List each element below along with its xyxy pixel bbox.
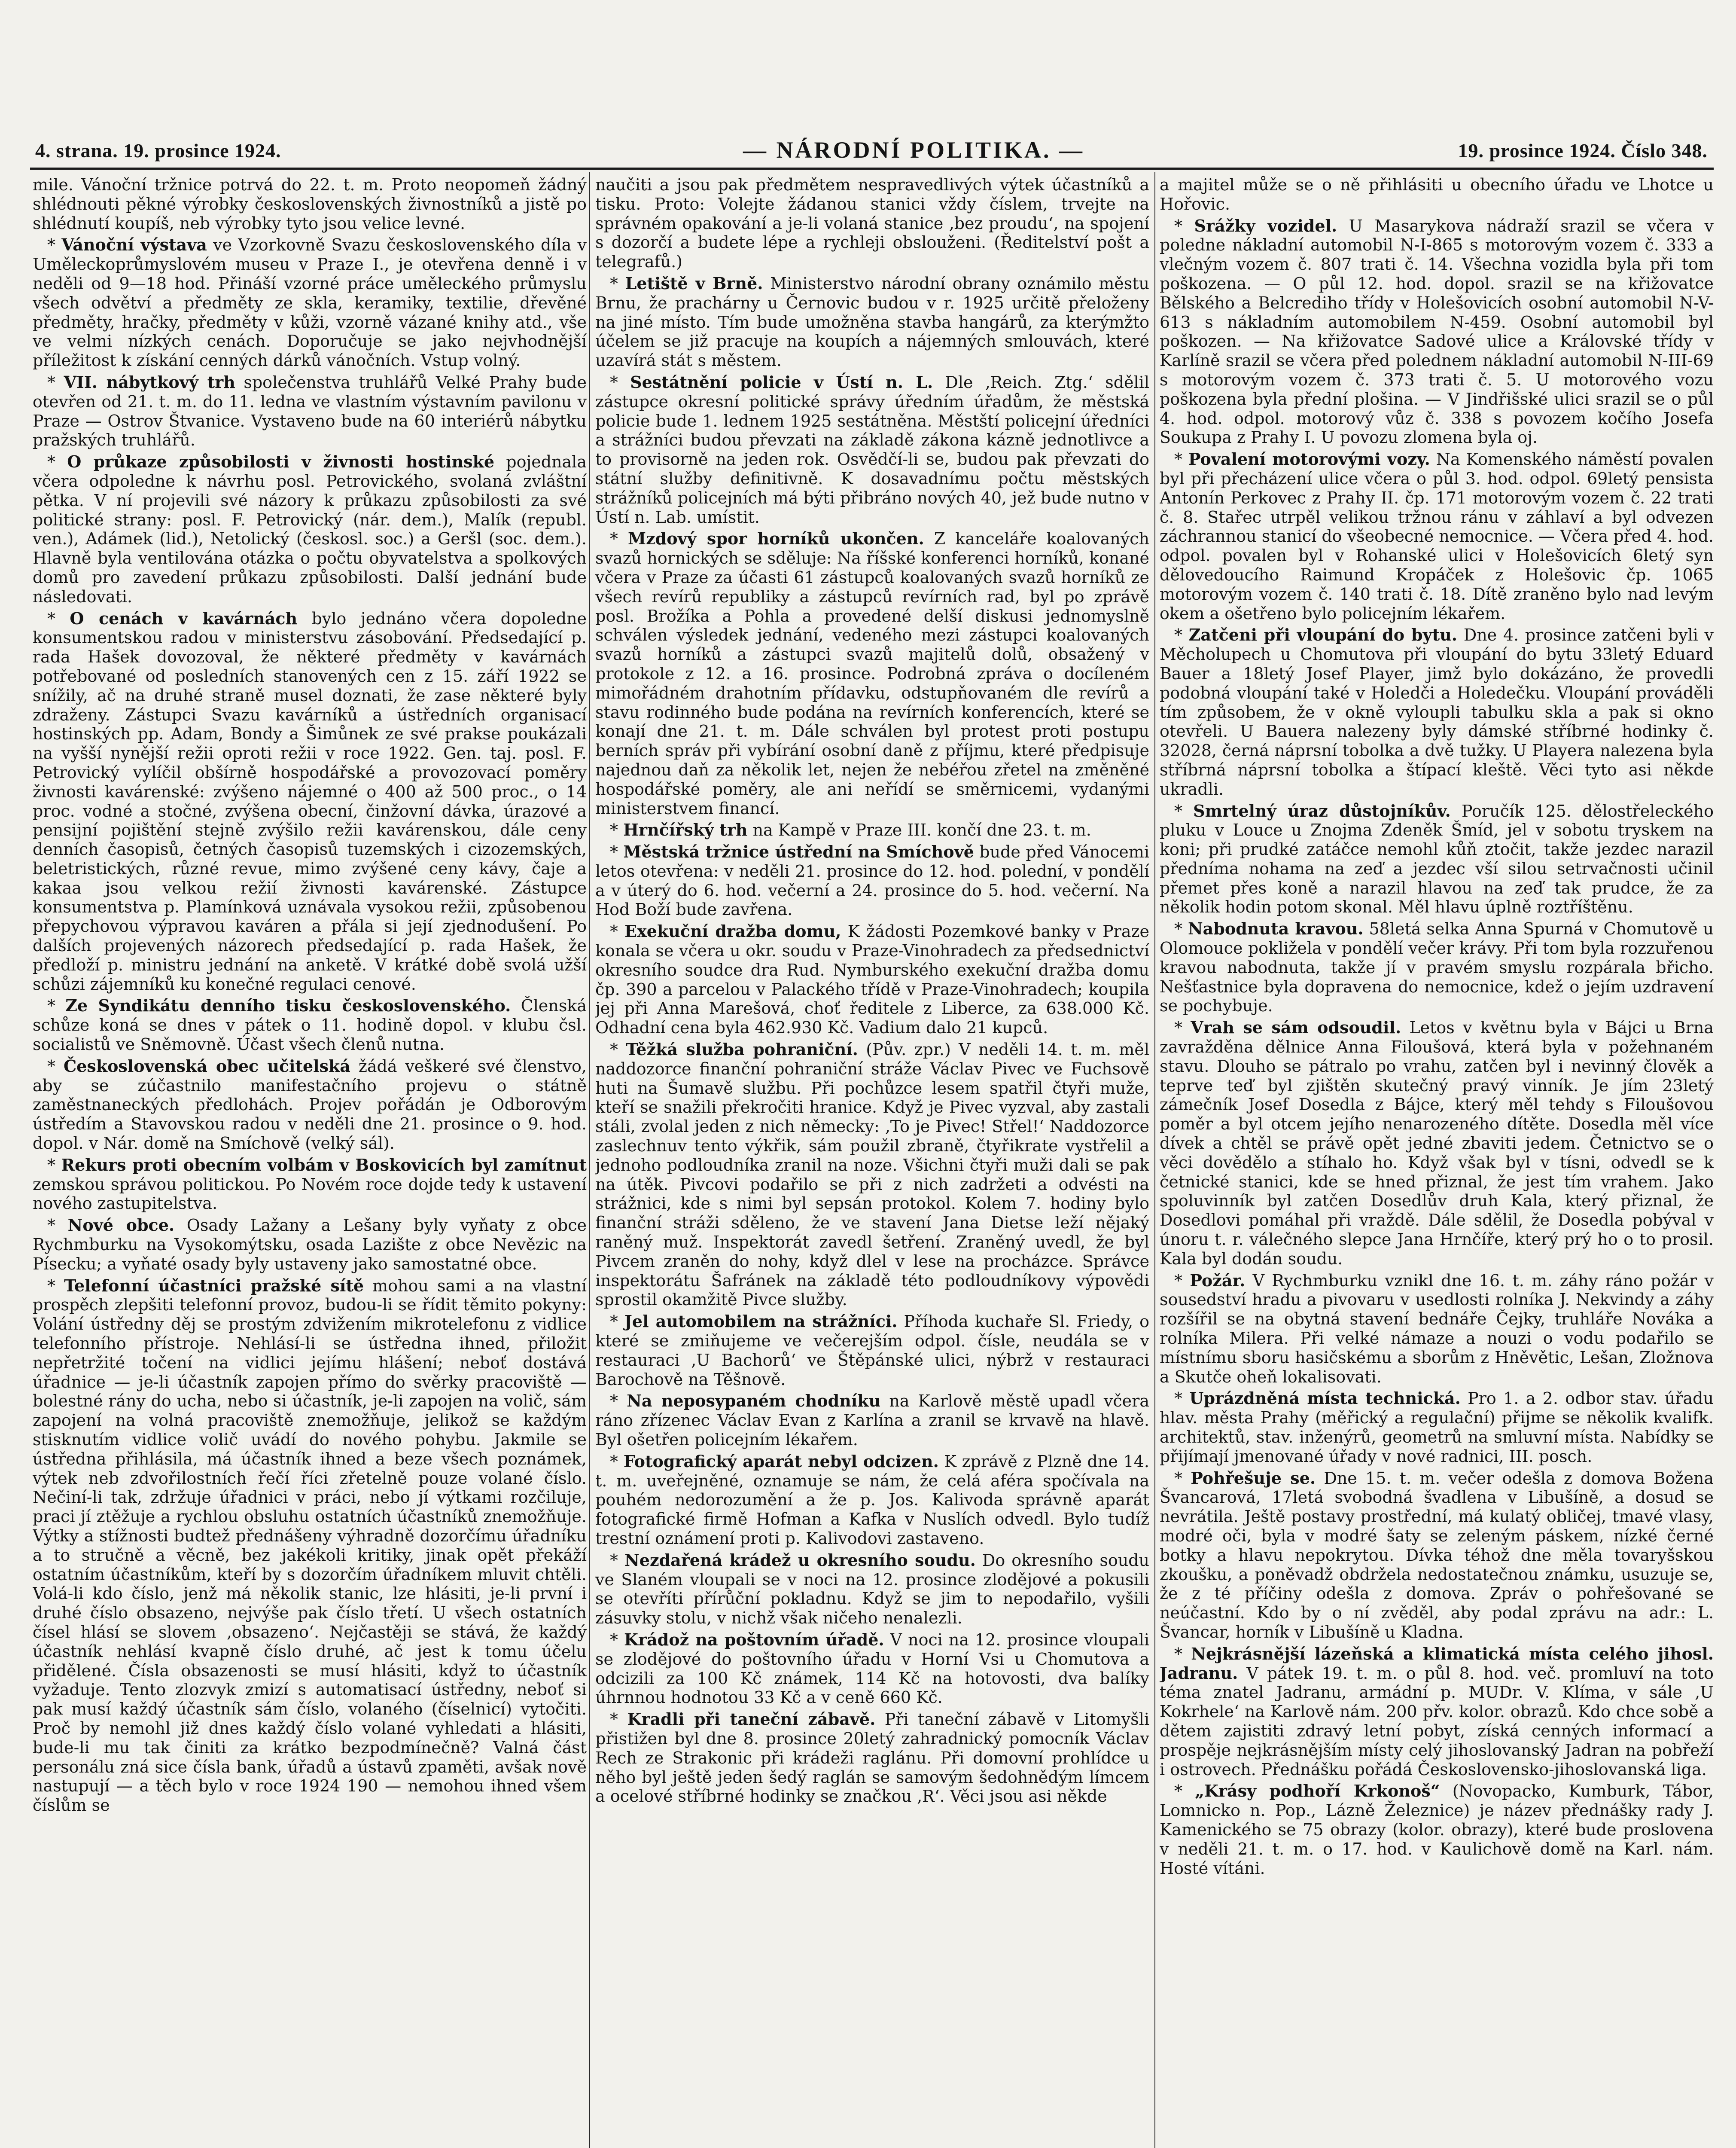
article-body: Příhoda kuchaře Sl. Friedy, o které se zmiňujeme ve večerejším odpol. čísle, neudála se v restauraci ‚U Bachorů‘ ve Štěpánské ulici, nýbrž v restauraci Barochově na Těšnově. [595,1312,1149,1389]
article-headline: Jel automobilem na strážníci. [624,1312,898,1331]
news-article: * Srážky vozidel. U Masarykova nádraží srazil se včera v poledne nákladní automobil N-I-865 s motorovým vozem č. 333 a vlečným vozem č. 807 trati č. 14. Všechna vozidla byla při tom poškozena. — O půl 12. hod. dopol. srazil se na křižovatce Bělského a Belcrediho třídy v Holešovicích osobní automobil N-V-613 s nákladním automobilem N-459. Osobní automobil byl poškozen. — Na křižovatce Sadové ulice a Královské třídy v Karlíně srazil se včera před polednem nákladní automobil N-III-69 s motorovým vozem č. 373 trati č. 5. U motorového vozu poškozena byla přední plošina. — V Jindřišské ulici srazil se o půl 4. hod. odpol. motorový vůz č. 338 s povozem kočího Josefa Soukupa z Prahy I. U povozu zlomena byla oj. [1160,216,1714,447]
article-headline: Srážky vozidel. [1194,216,1337,235]
news-article: * Telefonní účastníci pražské sítě mohou sami a na vlastní prospěch zlepšiti telefonní provoz, budou-li se řídit těmito pokyny: Volání ústředny děj se prostým zdvižením mikrotelefonu z vidlice telefonního přístroje. Nehlásí-li se ústředna ihned, přiložit nepřetržité točení na vidlici jejímu hlášení; neboť dostává úřadnice — je-li účastník zapojen přímo do svěrky pracoviště — bolestné rány do ucha, nebo si účastník, je-li zapojen na volič, sám zapojení na volná pracoviště znemožňuje, jelikož se každým stisknutím vidlice volič uvádí do nového pohybu. Jakmile se ústředna přihlásila, má účastník ihned a beze všech poznámek, výtek neb zdvořilostních řečí říci zřetelně pouze volané číslo. Nečiní-li tak, zdržuje úřadnici v práci, nebo jí výtkami rozčiluje, praci jí ztěžuje a rychlou obsluhu ostatních účastníků znemožňuje. Výtky a stížnosti budtež přednášeny výhradně dozorčímu úřadníku a to stručně a věcně, bez jakékoli kritiky, jinak opět překáží ostatním účastníkům, kteří by s dozorčím úřadníkem mluvit chtěli. Volá-li kdo číslo, jenž má několik stanic, lze hlásiti, je-li první i druhé číslo obsazeno, nejvýše pak číslo třetí. U všech ostatních čísel hlásí se slovem ‚obsazeno‘. Nejčastěji se stává, že každý účastník nehlásí kvapně číslo druhé, ač jest k tomu účelu přidělené. Čísla obsazenosti se musí hlásiti, když to účastník vyžaduje. Tento zlozvyk zmizí s automatisací ústředny, neboť si pak musí každý účastník sám číslo, volaného (číselnicí) vytočiti. Proč by nemohl již dnes každý číslo volané vyhledati a hlásiti, bude-li mu tak činiti za krátko bezpodmínečně? Valná část personálu zná sice čísla bank, úřadů a ústavů zpaměti, avšak nově nastupují — a těch bylo v roce 1924 190 — nemohou ihned všem číslům se [33,1275,587,1815]
news-article: * Ze Syndikátu denního tisku československého. Členská schůze koná se dnes v pátek o 11. hodině dopol. v klubu čsl. socialistů ve Sněmovně. Účast všech členů nutna. [33,996,587,1054]
article-body: mile. Vánoční tržnice potrvá do 22. t. m. Proto neopomeň žádný shlédnouti pěkné výrobky československých živnostníků a jistě po shlédnutí koupíš, neb výrobky tyto jsou velice levné. [33,175,587,233]
news-article: * Požár. V Rychmburku vznikl dne 16. t. m. záhy ráno požár v sousedství hradu a pivovaru v usedlosti rolníka J. Nekvindy a záhy rozšířil se na obytná stavení bednáře Čejky, truhláře Nováka a rolníka Milera. Při velké námaze a nouzi o vodu podařilo se místnímu sboru hasičskému a sborům z Hněvětic, Lešan, Zložnova a Skutče oheň lokalisovati. [1160,1270,1714,1386]
article-headline: Nabodnuta kravou. [1188,919,1364,939]
news-article: * Hrnčířský trh na Kampě v Praze III. končí dne 23. t. m. [610,820,1091,840]
news-article: * Československá obec učitelská žádá veškeré své členstvo, aby se zúčastnilo manifestačního projevu o státně zaměstnaneckých předlohách. Projev pořádán je Odborovým ústředím a Stavovskou radou v neděli dne 21. prosince o 9. hod. dopol. v Nár. domě na Smíchově (velký sál). [33,1056,587,1153]
news-article: * „Krásy podhoří Krkonoš“ (Novopacko, Kumburk, Tábor, Lomnicko n. Pop., Lázně Železnice) je název přednášky rady J. Kamenického se 75 obrazy (kolor. obrazy), které bude proslovena v neděli 21. t. m. o 17. hod. v Kaulichově domě na Karl. nám. Hosté vítáni. [1160,1781,1714,1878]
article-body: zemskou správou politickou. Po Novém roce dojde tedy k ustavení nového zastupitelstva. [33,1175,587,1213]
column-3 [1160,175,1714,2148]
news-article: * Městská tržnice ústřední na Smíchově bude před Vánocemi letos otevřena: v neděli 21. prosince do 12. hod. polední, v pondělí a v úterý do 6. hod. večerní a 24. prosince do 5. hod. večerní. Na Hod Boží bude zavřena. [595,842,1149,919]
article-headline: Ze Syndikátu denního tisku československého. [65,996,511,1016]
news-article: * Na neposypaném chodníku na Karlově městě upadl včera ráno zřízenec Václav Evan z Karlína a zranil se krvavě na hlavě. Byl ošetřen policejním lékařem. [595,1391,1149,1449]
article-body: Osady Lažany a Lešany byly vyňaty z obce Rychmburku na Vysokomýtsku, osada Lazište z obce Nevězic na Písecku; a vyňaté osady byly ustaveny jako samostatné obce. [33,1216,587,1273]
news-article: * Smrtelný úraz důstojníkův. Poručík 125. dělostřeleckého pluku v Louce u Znojma Zdeněk Šmíd, jel v sobotu tryskem na koni; při prudké zatáčce nemohl kůň ztočit, takže jezdec narazil předníma nohama na zeď a jezdec vší silou setrvačnosti učinil přemet přes koně a narazil hlavou na zeď tak prudce, že za několik hodin potom skonal. Měl hlavu úplně roztříštěnu. [1160,801,1714,917]
article-headline: Pohřešuje se. [1191,1468,1316,1488]
news-article: * Krádož na poštovním úřadě. V noci na 12. prosince vloupali se zlodějové do poštovního úřadu v Horní Vsi u Chomutova a odcizili za 100 Kč známek, 114 Kč na hotovosti, dva balíky úhrnnou hodnotou 33 Kč a v ceně 660 Kč. [595,1629,1149,1707]
article-body: mohou sami a na vlastní prospěch zlepšiti telefonní provoz, budou-li se řídit těmito pokyny: Volání ústředny děj se prostým zdvižením mikrotelefonu z vidlice telefonního přístroje. Nehlásí-li se ústředna ihned, přiložit nepřetržité točení na vidlici jejímu hlášení; neboť dostává úřadnice — je-li účastník zapojen přímo do svěrky pracoviště — bolestné rány do ucha, nebo si účastník, je-li zapojen na volič, sám zapojení na volná pracoviště znemožňuje, jelikož se každým stisknutím vidlice volič uvádí do nového pohybu. Jakmile se ústředna přihlásila, má účastník ihned a beze všech poznámek, výtek neb zdvořilostních řečí říci zřetelně pouze volané číslo. Nečiní-li tak, zdržuje úřadnici v práci, nebo jí výtkami rozčiluje, praci jí ztěžuje a rychlou obsluhu ostatních účastníků znemožňuje. Výtky a stížnosti budtež přednášeny výhradně dozorčímu úřadníku a to stručně a věcně, bez jakékoli kritiky, jinak opět překáží ostatním účastníkům, kteří by s dozorčím úřadníkem mluvit chtěli. Volá-li kdo číslo, jenž má několik stanic, lze hlásiti, je-li první i druhé číslo obsazeno, nejvýše pak číslo třetí. U všech ostatních čísel hlásí se slovem ‚obsazeno‘. Nejčastěji se stává, že každý účastník nehlásí kvapně číslo druhé, ač jest k tomu účelu přidělené. Čísla obsazenosti se musí hlásiti, když to účastník vyžaduje. Tento zlozvyk zmizí s automatisací ústředny, neboť si pak musí každý účastník sám číslo, volaného (číselnicí) vytočiti. Proč by nemohl již dnes každý číslo volané vyhledati a hlásiti, bude-li mu tak činiti za krátko bezpodmínečně? Valná část personálu zná sice čísla bank, úřadů a ústavů zpaměti, avšak nově nastupují — a těch bylo v roce 1924 190 — nemohou ihned všem číslům se [33,1276,587,1815]
article-headline: Exekuční dražba domu, [624,921,841,941]
news-article [1160,175,1714,214]
article-headline: „Krásy podhoří Krkonoš“ [1195,1781,1440,1801]
article-headline: Smrtelný úraz důstojníkův. [1193,801,1451,821]
news-article: * Zatčeni při vloupání do bytu. Dne 4. prosince zatčeni byli v Měcholupech u Chomutova při vloupání do bytu 33letý Eduard Bauer a 18letý Josef Player, jimž bylo dokázáno, že provedli podobná vloupání také v Holedči a Holedečku. Vloupání prováděli tím způsobem, že v okně vyloupli tabulku skla a pak si okno otevřeli. U Bauera nalezeny byly dámské stříbrné hodinky č. 32028, černá náprsní tobolka a dvě tužky. U Playera nalezena byla stříbrná náprsní tobolka a štípací kleště. Věci tyto asi někde ukradli. [1160,625,1714,799]
news-article: * Nabodnuta kravou. 58letá selka Anna Spurná v Chomutově u Olomouce pokližela v pondělí večer krávy. Při tom byla rozzuřenou kravou nabodnuta, takže jí v pravém smyslu rozpárala břicho. Nešťastnice byla dopravena do nemocnice, kdež o jejím uzdravení se pochybuje. [1160,919,1714,1016]
news-article: * O průkaze způsobilosti v živnosti hostinské pojednala včera odpoledne k návrhu posl. Petrovického, svolaná zvláštní pětka. V ní projevili své názory k průkazu způsobilosti za své politické strany: posl. F. Petrovický (nár. dem.), Malík (republ. ven.), Adámek (lid.), Netolický (českosl. soc.) a Geršl (soc. dem.). Hlavně byla ventilována otázka o počtu obyvatelstva a spolkových domů pro zavedení průkazu způsobilosti. Další jednání bude následovati. [33,452,587,606]
article-body: naučiti a jsou pak předmětem nespravedlivých výtek účastníků a tisku. Proto: Volejte žádanou stanici vždy číslem, trvejte na správném opakování a je-li volaná stanice ‚bez proudu‘, na spojení s dozorčí a budete lépe a rychleji obslouženi. (Ředitelství pošt a telegrafů.) [595,175,1149,272]
news-article: * Vánoční výstava ve Vzorkovně Svazu československého díla v Uměleckoprůmyslovém museu v Praze I., je otevřena denně i v neděli od 9—18 hod. Přináší vzorné práce uměleckého průmyslu všech odvětví a předměty ze skla, keramiky, textilie, dřevěné předměty, hračky, předměty v kůži, vzorně vázané knihy atd., vše ve velmi nízkých cenách. Doporučuje se jako nejvhodnější příležitost k získání cenných dárků vánočních. Vstup volný. [33,235,587,370]
news-article: * VII. nábytkový trh společenstva truhlářů Velké Prahy bude otevřen od 21. t. m. do 11. ledna ve vlastním výstavním pavilonu v Praze — Ostrov Štvanice. Vystaveno bude na 60 interiérů nábytku pražských truhlářů. [33,372,587,450]
article-headline: Těžká služba pohraniční. [626,1040,858,1059]
article-body: bude před Vánocemi letos otevřena: v neděli 21. prosince do 12. hod. polední, v pondělí a v úterý do 6. hod. večerní a 24. prosince do 5. hod. večerní. Na Hod Boží bude zavřena. [595,842,1149,919]
article-body: 58letá selka Anna Spurná v Chomutově u Olomouce pokližela v pondělí večer krávy. Při tom byla rozzuřenou kravou nabodnuta, takže jí v pravém smyslu rozpárala břicho. Nešťastnice byla dopravena do nemocnice, kdež o jejím uzdravení se pochybuje. [1160,919,1714,1016]
article-body: Dne 4. prosince zatčeni byli v Měcholupech u Chomutova při vloupání do bytu 33letý Eduard Bauer a 18letý Josef Player, jimž bylo dokázáno, že provedli podobná vloupání také v Holedči a Holedečku. Vloupání prováděli tím způsobem, že v okně vyloupli tabulku skla a pak si okno otevřeli. U Bauera nalezeny byly dámské stříbrné hodinky č. 32028, černá náprsní tobolka a dvě tužky. U Playera nalezena byla stříbrná náprsní tobolka a štípací kleště. Věci tyto asi někde ukradli. [1160,625,1714,799]
article-headline: Vrah se sám odsoudil. [1191,1018,1401,1037]
news-article: * Nezdařená krádež u okresního soudu. Do okresního soudu ve Slaném vloupali se v noci na 12. prosince zlodějové a pokusili se otevříti přírůční pokladnu. Když se jim to nepodařilo, vyšili zásuvky stolu, v nichž však ničeho nenalezli. [595,1550,1149,1628]
news-article: * Vrah se sám odsoudil. Letos v květnu byla v Bájci u Brna zavražděna dělnice Anna Filoušová, která byla v požehnaném stavu. Dlouho se pátralo po vrahu, zatčen byl i nevinný člověk a teprve teď byl zjištěn skutečný pravý vinník. Je jím 23letý zámečník Josef Dosedla z Bájce, který měl tehdy s Filoušovou poměr a byl otcem jejího nenarozeného dítěte. Dosedla měl více dívek a chtěl se právě opět jedné zbaviti jedem. Četnictvo se o věci dovědělo a stíhalo ho. Když však byl v tísni, odvedl se k četnické stanici, kde se hned přiznal, že jest tím vrahem. Jako spoluvinník byl zatčen Dosedlův druh Kala, který přiznal, že Dosedlovi pomáhal při vraždě. Dále sdělil, že Dosedla pobýval v únoru t. r. válečného slepce Jana Hrnčíře, který prý ho o to prosil. Kala byl dodán soudu. [1160,1018,1714,1268]
article-headline: Uprázdněná místa technická. [1189,1388,1461,1408]
news-article: * O cenách v kavárnách bylo jednáno včera dopoledne konsumentskou radou v ministerstvu zásobování. Předsedající p. rada Hašek dovozoval, že některé předměty v kavárnách potřebované od posledních stanovených cen z 15. září 1922 se snížily, ač na druhé straně musel doznati, že zase některé byly zdraženy. Zástupci Svazu kavárníků a ústředních organisací hostinských pp. Adam, Bondy a Šimůnek ze své prakse poukázali na vyšší nynější režii oproti režii v roce 1922. Gen. taj. posl. F. Petrovický vylíčil obšírně hospodářské a provozovací poměry živnosti kavárenské: zvýšeno nájemné o 400 až 500 proc., o 14 proc. vodné a stočné, zvýšena obecní, činžovní dávka, úrazové a pensijní pojištění stejně zvýšilo režii kavárenskou, dále ceny denních časopisů, četných časopisů tuzemských i cizozemských, beletristických, různé revue, mimo zvýšené ceny kávy, čaje a kakaa jsou velkou režií živnosti kavárenské. Zástupce konsumentstva p. Plamínková uznávala vysokou režii, způsobenou přepychovou výpravou kaváren a přála si její zjednodušení. Po dalších projevených názorech předsedající p. rada Hašek, že předloží p. ministru jednání na anketě. V krátké době svolá užší schůzi zájemníků ku konečné regulaci cenové. [33,608,587,994]
article-body: U Masarykova nádraží srazil se včera v poledne nákladní automobil N-I-865 s motorovým vozem č. 333 a vlečným vozem č. 807 trati č. 14. Všechna vozidla byla při tom poškozena. — O půl 12. hod. dopol. srazil se na křižovatce Bělského a Belcrediho třídy v Holešovicích osobní automobil N-V-613 s nákladním automobilem N-459. Osobní automobil byl poškozen. — Na křižovatce Sadové ulice a Královské třídy v Karlíně srazil se včera před polednem nákladní automobil N-III-69 s motorovým vozem č. 373 trati č. 5. U motorového vozu poškozena byla přední plošina. — V Jindřišské ulici srazil se o půl 4. hod. odpol. motorový vůz č. 338 s povozem kočího Josefa Soukupa z Prahy I. U povozu zlomena byla oj. [1160,216,1714,447]
article-headline: Telefonní účastníci pražské sítě [64,1275,364,1295]
article-headline: Kradli při taneční zábavě. [627,1709,876,1729]
article-headline: Hrnčířský trh [623,820,748,840]
article-body: Pro 1. a 2. odbor stav. úřadu hlav. města Prahy (měřický a regulační) přijme se několik kvalifk. architektů, stav. inženýrů, geometrů na smluvní místa. Nabídky se přijímají jmenované úřady v nové radnici, III. posch. [1160,1389,1714,1466]
column-divider [589,172,590,2148]
header-issue-number: 19. prosince 1924. Číslo 348. [1458,140,1708,162]
article-body: V Rychmburku vznikl dne 16. t. m. záhy ráno požár v sousedství hradu a pivovaru v usedlosti rolníka J. Nekvindy a záhy rozšířil se na obytná stavení bednáře Čejky, truhláře Nováka a rolníka Milera. Při velké námaze a nouzi o vodu podařilo se místnímu sboru hasičskému a sborům z Hněvětic, Lešan, Zložnova a Skutče oheň lokalisovati. [1160,1271,1714,1386]
news-article: * Pohřešuje se. Dne 15. t. m. večer odešla z domova Božena Švancarová, 17letá svobodná švadlena v Libušíně, a dosud se nevrátila. Ještě postavy prostřední, má kulatý obličej, tmavé vlasy, modré oči, byla v modré šaty se zeleným páskem, nízké černé botky a hlavu nepokrytou. Dívka téhož dne měla tovaryšskou zkoušku, a poněvadž obdržela nedostatečnou známku, usuzuje se, že z té příčiny odešla z domova. Zpráv o pohřešované se neúčastní. Kdo by o ní zvěděl, aby podal zprávu na adr.: L. Švancar, horník v Libušíně u Kladna. [1160,1468,1714,1642]
news-article: * Povalení motorovými vozy. Na Komenského náměstí povalen byl při přecházení ulice včera o půl 3. hod. odpol. 69letý pensista Antonín Perkovec z Prahy II. čp. 171 motorovým vozem č. 22 trati č. 8. Stařec utrpěl velikou tržnou ránu v záhlaví a byl odvezen záchrannou stanicí do všeobecné nemocnice. — Včera před 4. hod. odpol. povalen byl v Rohanské ulici v Holešovicích 6letý syn dělovedoucího Raimund Kropáček z Holešovic čp. 1065 motorovým vozem č. 140 trati č. 18. Dítě zraněno bylo nad levým okem a ošetřeno bylo policejním lékařem. [1160,449,1714,623]
article-body: Při taneční zábavě v Litomyšli přistižen byl dne 8. prosince 20letý zahradnický pomocník Václav Rech ze Strakonic při krádeži raglánu. Při domovní prohlídce u něho byl ještě jeden šedý raglán se samovým šedohnědým límcem a ocelové stříbrné hodinky se značkou ‚R‘. Věci jsou asi někde [595,1710,1149,1806]
news-article: * Nejkrásnější lázeňská a klimatická místa celého jihosl. Jadranu. V pátek 19. t. m. o půl 8. hod. več. promluví na toto téma znatel Jadranu, armádní p. MUDr. V. Klíma, v sále ‚U Kokrhele‘ na Karlově nám. 200 přv. kolor. obrazů. Kdo chce sobě a dětem zajistiti zdravý letní pobyt, získá cenných informací a prospěje nejkrásnějším místy celý jihoslovanský Jadran na pobřeží i ostrovech. Přednášku pořádá Československo-jihoslovanská liga. [1160,1644,1714,1779]
article-body: Poručík 125. dělostřeleckého pluku v Louce u Znojma Zdeněk Šmíd, jel v sobotu tryskem na koni; při prudké zatáčce nemohl kůň ztočit, takže jezdec narazil předníma nohama na zeď a jezdec vší silou setrvačnosti učinil přemet přes koně a narazil hlavou na zeď tak prudce, že za několik hodin potom skonal. Měl hlavu úplně roztříštěnu. [1160,801,1714,917]
news-article [595,175,1149,272]
column-2 [595,175,1149,2148]
article-headline: Nezdařená krádež u okresního soudu. [624,1550,976,1570]
article-headline: Městská tržnice ústřední na Smíchově [623,842,974,862]
article-body: (Pův. zpr.) V neděli 14. t. m. měl naddozorce finanční pohraniční stráže Václav Pivec ve Fuchsově huti na Šumavě službu. Při pochůzce lesem spatřil čtyři muže, kteří se snažili překročiti hranice. Když je Pivec vyzval, aby zastali stáli, zvolal jeden z nich německy: ‚To je Pivec! Střel!‘ Naddozorce zaslechnuv tento výkřik, sám použil zbraně, čtyřikrate vystřelil a jednoho podloudníka zranil na noze. Všichni čtyři muži dali se pak na útěk. Pivcovi podařilo se při z nich zadržeti a odvésti na strážnici, kde s nimi byl sepsán protokol. Kolem 7. hodiny bylo finanční stráži sděleno, že ve stavení Jana Dietse leží nějaký raněný muž. Inspektorát zavedl šetření. Zraněný uvedl, že byl Pivcem zraněn do nohy, když dlel v lese na procházce. Správce inspektorátu Šafránek na základě této podloudníkovy výpovědi sprostil okamžitě Pivce služby. [595,1040,1149,1309]
news-article: * Kradli při taneční zábavě. Při taneční zábavě v Litomyšli přistižen byl dne 8. prosince 20letý zahradnický pomocník Václav Rech ze Strakonic při krádeži raglánu. Při domovní prohlídce u něho byl ještě jeden šedý raglán se samovým šedohnědým límcem a ocelové stříbrné hodinky se značkou ‚R‘. Věci jsou asi někde [595,1709,1149,1806]
news-article: * Těžká služba pohraniční. (Pův. zpr.) V neděli 14. t. m. měl naddozorce finanční pohraniční stráže Václav Pivec ve Fuchsově huti na Šumavě službu. Při pochůzce lesem spatřil čtyři muže, kteří se snažili překročiti hranice. Když je Pivec vyzval, aby zastali stáli, zvolal jeden z nich německy: ‚To je Pivec! Střel!‘ Naddozorce zaslechnuv tento výkřik, sám použil zbraně, čtyřikrate vystřelil a jednoho podloudníka zranil na noze. Všichni čtyři muži dali se pak na útěk. Pivcovi podařilo se při z nich zadržeti a odvésti na strážnici, kde s nimi byl sepsán protokol. Kolem 7. hodiny bylo finanční stráži sděleno, že ve stavení Jana Dietse leží nějaký raněný muž. Inspektorát zavedl šetření. Zraněný uvedl, že byl Pivcem zraněn do nohy, když dlel v lese na procházce. Správce inspektorátu Šafránek na základě této podloudníkovy výpovědi sprostil okamžitě Pivce služby. [595,1040,1149,1309]
article-body: (Novopacko, Kumburk, Tábor, Lomnicko n. Pop., Lázně Železnice) je název přednášky rady J. Kamenického se 75 obrazy (kolor. obrazy), které bude proslovena v neděli 21. t. m. o 17. hod. v Kaulichově domě na Karl. nám. Hosté vítáni. [1160,1782,1714,1878]
news-article: * Letiště v Brně. Ministerstvo národní obrany oznámilo městu Brnu, že prachárny u Černovic budou v r. 1925 určitě přeloženy na jiné místo. Tím bude umožněna stavba hangárů, za kterýmžto účelem se již pracuje na koupích a nájemných smlouvách, které uzavírá stát s městem. [595,273,1149,370]
article-headline: O cenách v kavárnách [70,608,298,628]
article-body: Letos v květnu byla v Bájci u Brna zavražděna dělnice Anna Filoušová, která byla v požehnaném stavu. Dlouho se pátralo po vrahu, zatčen byl i nevinný člověk a teprve teď byl zjištěn skutečný pravý vinník. Je jím 23letý zámečník Josef Dosedla z Bájce, který měl tehdy s Filoušovou poměr a byl otcem jejího nenarozeného dítěte. Dosedla měl více dívek a chtěl se právě opět jedné zbaviti jedem. Četnictvo se o věci dovědělo a stíhalo ho. Když však byl v tísni, odvedl se k četnické stanici, kde se hned přiznal, že jest tím vrahem. Jako spoluvinník byl zatčen Dosedlův druh Kala, který přiznal, že Dosedlovi pomáhal při vraždě. Dále sdělil, že Dosedla pobýval v únoru t. r. válečného slepce Jana Hrnčíře, který prý ho o to prosil. Kala byl dodán soudu. [1160,1018,1714,1268]
article-body: Ministerstvo národní obrany oznámilo městu Brnu, že prachárny u Černovic budou v r. 1925 určitě přeloženy na jiné místo. Tím bude umožněna stavba hangárů, za kterýmžto účelem se již pracuje na koupích a nájemných smlouvách, které uzavírá stát s městem. [595,274,1149,370]
news-article: * Sestátnění policie v Ústí n. L. Dle ‚Reich. Ztg.‘ sdělil zástupce okresní politické správy úředním úřadům, že městská policie bude 1. lednem 1925 sestátněna. Městští policejní úředníci a strážníci budou převzati na základě zákona kázně jednotlivce a to provisorně na jeden rok. Osvědčí-li se, budou pak převzati do státní služby definitivně. K dosavadnímu počtu městských strážníků policejních má býti přibráno nových 40, jež bude nutno v Ústí n. Lab. umístit. [595,372,1149,527]
article-body: V pátek 19. t. m. o půl 8. hod. več. promluví na toto téma znatel Jadranu, armádní p. MUDr. V. Klíma, v sále ‚U Kokrhele‘ na Karlově nám. 200 přv. kolor. obrazů. Kdo chce sobě a dětem zajistiti zdravý letní pobyt, získá cenných informací a prospěje nejkrásnějším místy celý jihoslovanský Jadran na pobřeží i ostrovech. Přednášku pořádá Československo-jihoslovanská liga. [1160,1663,1714,1779]
article-body: Dle ‚Reich. Ztg.‘ sdělil zástupce okresní politické správy úředním úřadům, že městská policie bude 1. lednem 1925 sestátněna. Městští policejní úředníci a strážníci budou převzati na základě zákona kázně jednotlivce a to provisorně na jeden rok. Osvědčí-li se, budou pak převzati do státní služby definitivně. K dosavadnímu počtu městských strážníků policejních má býti přibráno nových 40, jež bude nutno v Ústí n. Lab. umístit. [595,372,1149,527]
article-body: Z kanceláře koalovaných svazů hornických se sděluje: Na říšské konferenci horníků, konané včera v Praze za účasti 61 zástupců koalovaných svazů horníků ze všech revírů republiky a zástupců revírních rad, byl po zprávě posl. Brožíka a Pohla a provedené delší diskusi jednomyslně schválen výsledek jednání, vedeného mezi zástupci koalovaných svazů horníků a zástupci svazů majitelů dolů, obsažený v protokole z 12. a 16. prosince. Podrobná zpráva o docíleném mimořádném drahotním přídavku, odstupňovaném dle revírů a stavu rodinného bude podána na revírních konferencích, které se konají dne 21. t. m. Dále schválen byl protest proti postupu berních správ při vybírání osobní daně z příjmu, které předpisuje najednou daň za několik let, nejen že nebéřou zřetel na změněné hospodářské poměry, ale ani neřídí se směrnicemi, vydanými ministerstvem financí. [595,529,1149,818]
news-article: * Rekurs proti obecním volbám v Boskovicích byl zamítnut zemskou správou politickou. Po Novém roce dojde tedy k ustavení nového zastupitelstva. [33,1155,587,1213]
header-page-date: 4. strana. 19. prosince 1924. [35,140,281,162]
article-headline: VII. nábytkový trh [64,372,235,392]
article-body: a majitel může se o ně přihlásiti u obecního úřadu ve Lhotce u Hořovic. [1160,175,1714,214]
article-headline: Vánoční výstava [61,235,207,255]
article-body: Členská schůze koná se dnes v pátek o 11. hodině dopol. v klubu čsl. socialistů ve Sněmovně. Účast všech členů nutna. [33,996,587,1054]
news-article: * Exekuční dražba domu, K žádosti Pozemkové banky v Praze konala se včera u okr. soudu v Praze-Vinohradech za předsednictví okresního soudce dra Rud. Nymburského exekuční dražba domu čp. 390 a parcelou v Palackého třídě v Praze-Vinohradech; koupila jej při Anna Marešová, choť ředitele z Liberce, za 638.000 Kč. Odhadní cena byla 462.930 Kč. Vadium dalo 21 kupců. [595,921,1149,1037]
article-body: na Kampě v Praze III. končí dne 23. t. m. [752,821,1091,840]
article-headline: Na neposypaném chodníku [627,1391,881,1411]
news-article: * Uprázdněná místa technická. Pro 1. a 2. odbor stav. úřadu hlav. města Prahy (měřický a regulační) přijme se několik kvalifk. architektů, stav. inženýrů, geometrů na smluvní místa. Nabídky se přijímají jmenované úřady v nové radnici, III. posch. [1160,1388,1714,1466]
article-body: V noci na 12. prosince vloupali se zlodějové do poštovního úřadu v Horní Vsi u Chomutova a odcizili za 100 Kč známek, 114 Kč na hotovosti, dva balíky úhrnnou hodnotou 33 Kč a v ceně 660 Kč. [595,1630,1149,1707]
article-headline: Nové obce. [67,1215,175,1235]
column-divider [1154,172,1155,2148]
article-headline: Letiště v Brně. [625,273,763,293]
article-headline: Krádož na poštovním úřadě. [624,1629,884,1649]
news-article: * Mzdový spor horníků ukončen. Z kanceláře koalovaných svazů hornických se sděluje: Na říšské konferenci horníků, konané včera v Praze za účasti 61 zástupců koalovaných svazů horníků ze všech revírů republiky a zástupců revírních rad, byl po zprávě posl. Brožíka a Pohla a provedené delší diskusi jednomyslně schválen výsledek jednání, vedeného mezi zástupci koalovaných svazů horníků a zástupci svazů majitelů dolů, obsažený v protokole z 12. a 16. prosince. Podrobná zpráva o docíleném mimořádném drahotním přídavku, odstupňovaném dle revírů a stavu rodinného bude podána na revírních konferencích, které se konají dne 21. t. m. Dále schválen byl protest proti postupu berních správ při vybírání osobní daně z příjmu, které předpisuje najednou daň za několik let, nejen že nebéřou zřetel na změněné hospodářské poměry, ale ani neřídí se směrnicemi, vydanými ministerstvem financí. [595,529,1149,818]
article-headline: Mzdový spor horníků ukončen. [628,529,924,549]
article-body: K žádosti Pozemkové banky v Praze konala se včera u okr. soudu v Praze-Vinohradech za předsednictví okresního soudce dra Rud. Nymburského exekuční dražba domu čp. 390 a parcelou v Palackého třídě v Praze-Vinohradech; koupila jej při Anna Marešová, choť ředitele z Liberce, za 638.000 Kč. Odhadní cena byla 462.930 Kč. Vadium dalo 21 kupců. [595,922,1149,1037]
article-body: žádá veškeré své členstvo, aby se zúčastnilo manifestačního projevu o státně zaměstnaneckých předlohách. Projev pořádán je Odborovým ústředím a Stavovskou radou v neděli dne 21. prosince o 9. hod. dopol. v Nár. domě na Smíchově (velký sál). [33,1056,587,1153]
news-article: * Nové obce. Osady Lažany a Lešany byly vyňaty z obce Rychmburku na Vysokomýtsku, osada Lazište z obce Nevězic na Písecku; a vyňaté osady byly ustaveny jako samostatné obce. [33,1215,587,1273]
news-article: * Jel automobilem na strážníci. Příhoda kuchaře Sl. Friedy, o které se zmiňujeme ve večerejším odpol. čísle, neudála se v restauraci ‚U Bachorů‘ ve Štěpánské ulici, nýbrž v restauraci Barochově na Těšnově. [595,1312,1149,1389]
article-body: Dne 15. t. m. večer odešla z domova Božena Švancarová, 17letá svobodná švadlena v Libušíně, a dosud se nevrátila. Ještě postavy prostřední, má kulatý obličej, tmavé vlasy, modré oči, byla v modré šaty se zeleným páskem, nízké černé botky a hlavu nepokrytou. Dívka téhož dne měla tovaryšskou zkoušku, a poněvadž obdržela nedostatečnou známku, usuzuje se, že z té příčiny odešla z domova. Zpráv o pohřešované se neúčastní. Kdo by o ní zvěděl, aby podal zprávu na adr.: L. Švancar, horník v Libušíně u Kladna. [1160,1468,1714,1642]
news-article: * Fotografický aparát nebyl odcizen. K zprávě z Plzně dne 14. t. m. uveřejněné, oznamuje se nám, že celá aféra spočívala na pouhém nedorozumění a že p. Jos. Kalivoda správně aparát fotografické firmě Hofman a Kafka v Nuslích odvedl. Bylo tudíž trestní oznámení proti p. Kalivodovi zastaveno. [595,1451,1149,1548]
article-body: bylo jednáno včera dopoledne konsumentskou radou v ministerstvu zásobování. Předsedající p. rada Hašek dovozoval, že některé předměty v kavárnách potřebované od posledních stanovených cen z 15. září 1922 se snížily, ač na druhé straně musel doznati, že zase některé byly zdraženy. Zástupci Svazu kavárníků a ústředních organisací hostinských pp. Adam, Bondy a Šimůnek ze své prakse poukázali na vyšší nynější režii oproti režii v roce 1922. Gen. taj. posl. F. Petrovický vylíčil obšírně hospodářské a provozovací poměry živnosti kavárenské: zvýšeno nájemné o 400 až 500 proc., o 14 proc. vodné a stočné, zvýšena obecní, činžovní dávka, úrazové a pensijní pojištění stejně zvýšilo režii kavárenskou, dále ceny denních časopisů, četných časopisů tuzemských i cizozemských, beletristických, různé revue, mimo zvýšené ceny kávy, čaje a kakaa jsou velkou režií živnosti kavárenské. Zástupce konsumentstva p. Plamínková uznávala vysokou režii, způsobenou přepychovou výpravou kaváren a přála si její zjednodušení. Po dalších projevených názorech předsedající p. rada Hašek, že předloží p. ministru jednání na anketě. V krátké době svolá užší schůzi zájemníků ku konečné regulaci cenové. [33,609,587,994]
article-body: Na Komenského náměstí povalen byl při přecházení ulice včera o půl 3. hod. odpol. 69letý pensista Antonín Perkovec z Prahy II. čp. 171 motorovým vozem č. 22 trati č. 8. Stařec utrpěl velikou tržnou ránu v záhlaví a byl odvezen záchrannou stanicí do všeobecné nemocnice. — Včera před 4. hod. odpol. povalen byl v Rohanské ulici v Holešovicích 6letý syn dělovedoucího Raimund Kropáček z Holešovic čp. 1065 motorovým vozem č. 140 trati č. 18. Dítě zraněno bylo nad levým okem a ošetřeno bylo policejním lékařem. [1160,450,1714,623]
article-body: společenstva truhlářů Velké Prahy bude otevřen od 21. t. m. do 11. ledna ve vlastním výstavním pavilonu v Praze — Ostrov Štvanice. Vystaveno bude na 60 interiérů nábytku pražských truhlářů. [33,372,587,450]
article-body: pojednala včera odpoledne k návrhu posl. Petrovického, svolaná zvláštní pětka. V ní projevili své názory k průkazu způsobilosti za své politické strany: posl. F. Petrovický (nár. dem.), Malík (republ. ven.), Adámek (lid.), Netolický (českosl. soc.) a Geršl (soc. dem.). Hlavně byla ventilována otázka o počtu obyvatelstva a spolkových domů pro zavedení průkazu způsobilosti. Další jednání bude následovati. [33,452,587,606]
article-headline: Povalení motorovými vozy. [1188,449,1430,469]
article-headline: Československá obec učitelská [63,1056,350,1076]
article-body: Do okresního soudu ve Slaném vloupali se v noci na 12. prosince zlodějové a pokusili se otevříti přírůční pokladnu. Když se jim to nepodařilo, vyšili zásuvky stolu, v nichž však ničeho nenalezli. [595,1550,1149,1628]
article-headline: Zatčeni při vloupání do bytu. [1188,625,1458,645]
column-1 [33,175,587,2148]
article-body: na Karlově městě upadl včera ráno zřízenec Václav Evan z Karlína a zranil se krvavě na hlavě. Byl ošetřen policejním lékařem. [595,1391,1149,1449]
article-headline: Nejkrásnější lázeňská a klimatická místa celého jihosl. Jadranu. [1160,1644,1714,1683]
article-headline: Rekurs proti obecním volbám v Boskovicích byl zamítnut [61,1155,587,1175]
news-article [33,175,587,233]
article-headline: O průkaze způsobilosti v živnosti hostinské [67,452,495,472]
article-headline: Sestátnění policie v Ústí n. L. [630,372,933,392]
page-header [30,133,1714,170]
article-headline: Fotografický aparát nebyl odcizen. [623,1451,939,1471]
article-body: ve Vzorkovně Svazu československého díla v Uměleckoprůmyslovém museu v Praze I., je otevřena denně i v neděli od 9—18 hod. Přináší vzorné práce uměleckého průmyslu všech odvětví a předměty ze skla, keramiky, textilie, dřevěné předměty, hračky, předměty v kůži, vzorně vázané knihy atd., vše ve velmi nízkých cenách. Doporučuje se jako nejvhodnější příležitost k získání cenných dárků vánočních. Vstup volný. [33,235,587,370]
masthead-title: — NÁRODNÍ POLITIKA. — [743,137,1085,163]
article-headline: Požár. [1190,1270,1246,1290]
article-body: K zprávě z Plzně dne 14. t. m. uveřejněné, oznamuje se nám, že celá aféra spočívala na pouhém nedorozumění a že p. Jos. Kalivoda správně aparát fotografické firmě Hofman a Kafka v Nuslích odvedl. Bylo tudíž trestní oznámení proti p. Kalivodovi zastaveno. [595,1452,1149,1548]
